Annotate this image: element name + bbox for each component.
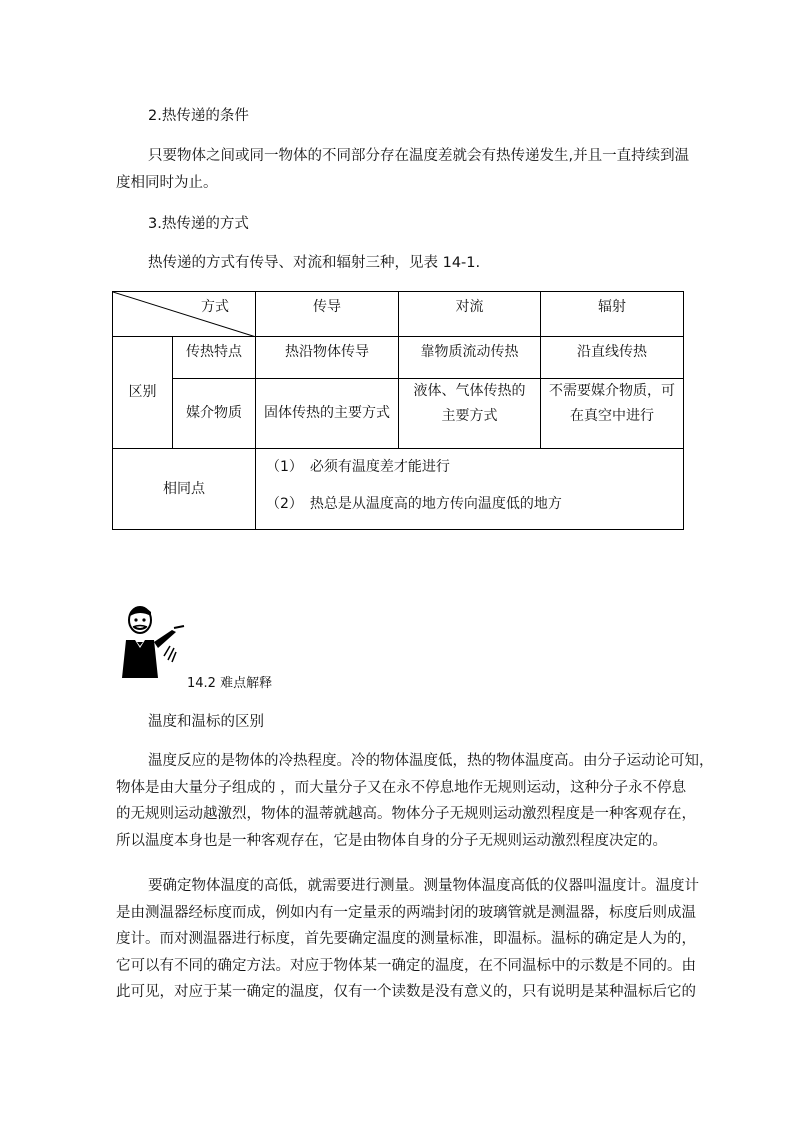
section-heading-14-2: 14.2 难点解释 [187, 676, 273, 691]
cell-same-points [256, 449, 684, 530]
paragraph-line: 度相同时为止。 [116, 174, 218, 191]
cell-feature-radiation: 沿直线传热 [541, 337, 684, 379]
same-label: 相同点 [163, 480, 205, 497]
paragraph-methods: 热传递的方式有传导、对流和辐射三种，见表 14-1. [148, 255, 481, 271]
paragraph-line: 要确定物体温度的高低，就需要进行测量。测量物体温度高低的仪器叫温度计。温度计 [148, 878, 699, 894]
paragraph-line: 是由测温器经标度而成，例如内有一定量汞的两端封闭的玻璃管就是测温器，标度后则成温 [116, 904, 696, 921]
cell-medium-conduction: 固体传热的主要方式 [256, 379, 399, 449]
paragraph-measurement [116, 873, 699, 1006]
paragraph-line: 此可见，对应于某一确定的温度，仅有一个读数是没有意义的，只有说明是某种温标后它的 [116, 984, 696, 1000]
heading-heat-transfer-conditions: 2.热传递的条件 [148, 108, 249, 124]
cell-feature-convection: 靠物质流动传热 [399, 337, 541, 379]
cell-medium-radiation: 不需要媒介物质，可在真空中进行 [541, 379, 684, 449]
header-conduction: 传导 [256, 292, 399, 337]
header-convection: 对流 [399, 292, 541, 337]
cartoon-man-pointing-illustration [118, 600, 188, 680]
sub-label-medium: 媒介物质 [173, 379, 256, 449]
same-point-2: （2） 热总是从温度高的地方传向温度低的地方 [266, 496, 562, 512]
paragraph-line: 物体是由大量分子组成的 ，而大量分子又在永不停息地作无规则运动，这种分子永不停息 [116, 779, 687, 796]
heat-transfer-table [112, 291, 684, 530]
paragraph-line: 温度反应的是物体的冷热程度。冷的物体温度低，热的物体温度高。由分子运动论可知， [148, 753, 714, 769]
row-label-same [113, 449, 256, 530]
same-point-1: （1） 必须有温度差才能进行 [266, 459, 450, 475]
sub-label-feature: 传热特点 [173, 337, 256, 379]
cell-feature-conduction: 热沿物体传导 [256, 337, 399, 379]
row-label-difference [113, 337, 173, 449]
table-diagonal-line [113, 292, 256, 337]
paragraph-conditions [116, 143, 690, 196]
header-radiation: 辐射 [541, 292, 684, 337]
paragraph-line: 度计。而对测温器进行标度，首先要确定温度的测量标准，即温标。温标的确定是人为的， [116, 931, 696, 947]
paragraph-temperature [116, 748, 714, 854]
table-corner-cell [113, 292, 256, 337]
subheading-temperature-scale: 温度和温标的区别 [148, 714, 264, 730]
heading-heat-transfer-methods: 3.热传递的方式 [148, 216, 249, 232]
difference-label: 区别 [128, 384, 157, 400]
cell-medium-convection: 液体、气体传热的主要方式 [399, 379, 541, 449]
corner-label: 方式 [201, 299, 229, 315]
paragraph-line: 只要物体之间或同一物体的不同部分存在温度差就会有热传递发生,并且一直持续到温 [148, 148, 690, 164]
paragraph-line: 的无规则运动越激烈，物体的温蒂就越高。物体分子无规则运动激烈程度是一种客观存在， [116, 806, 696, 822]
paragraph-line: 所以温度本身也是一种客观存在，它是由物体自身的分子无规则运动激烈程度决定的。 [116, 832, 667, 849]
paragraph-line: 它可以有不同的确定方法。对应于物体某一确定的温度，在不同温标中的示数是不同的。由 [116, 957, 696, 974]
